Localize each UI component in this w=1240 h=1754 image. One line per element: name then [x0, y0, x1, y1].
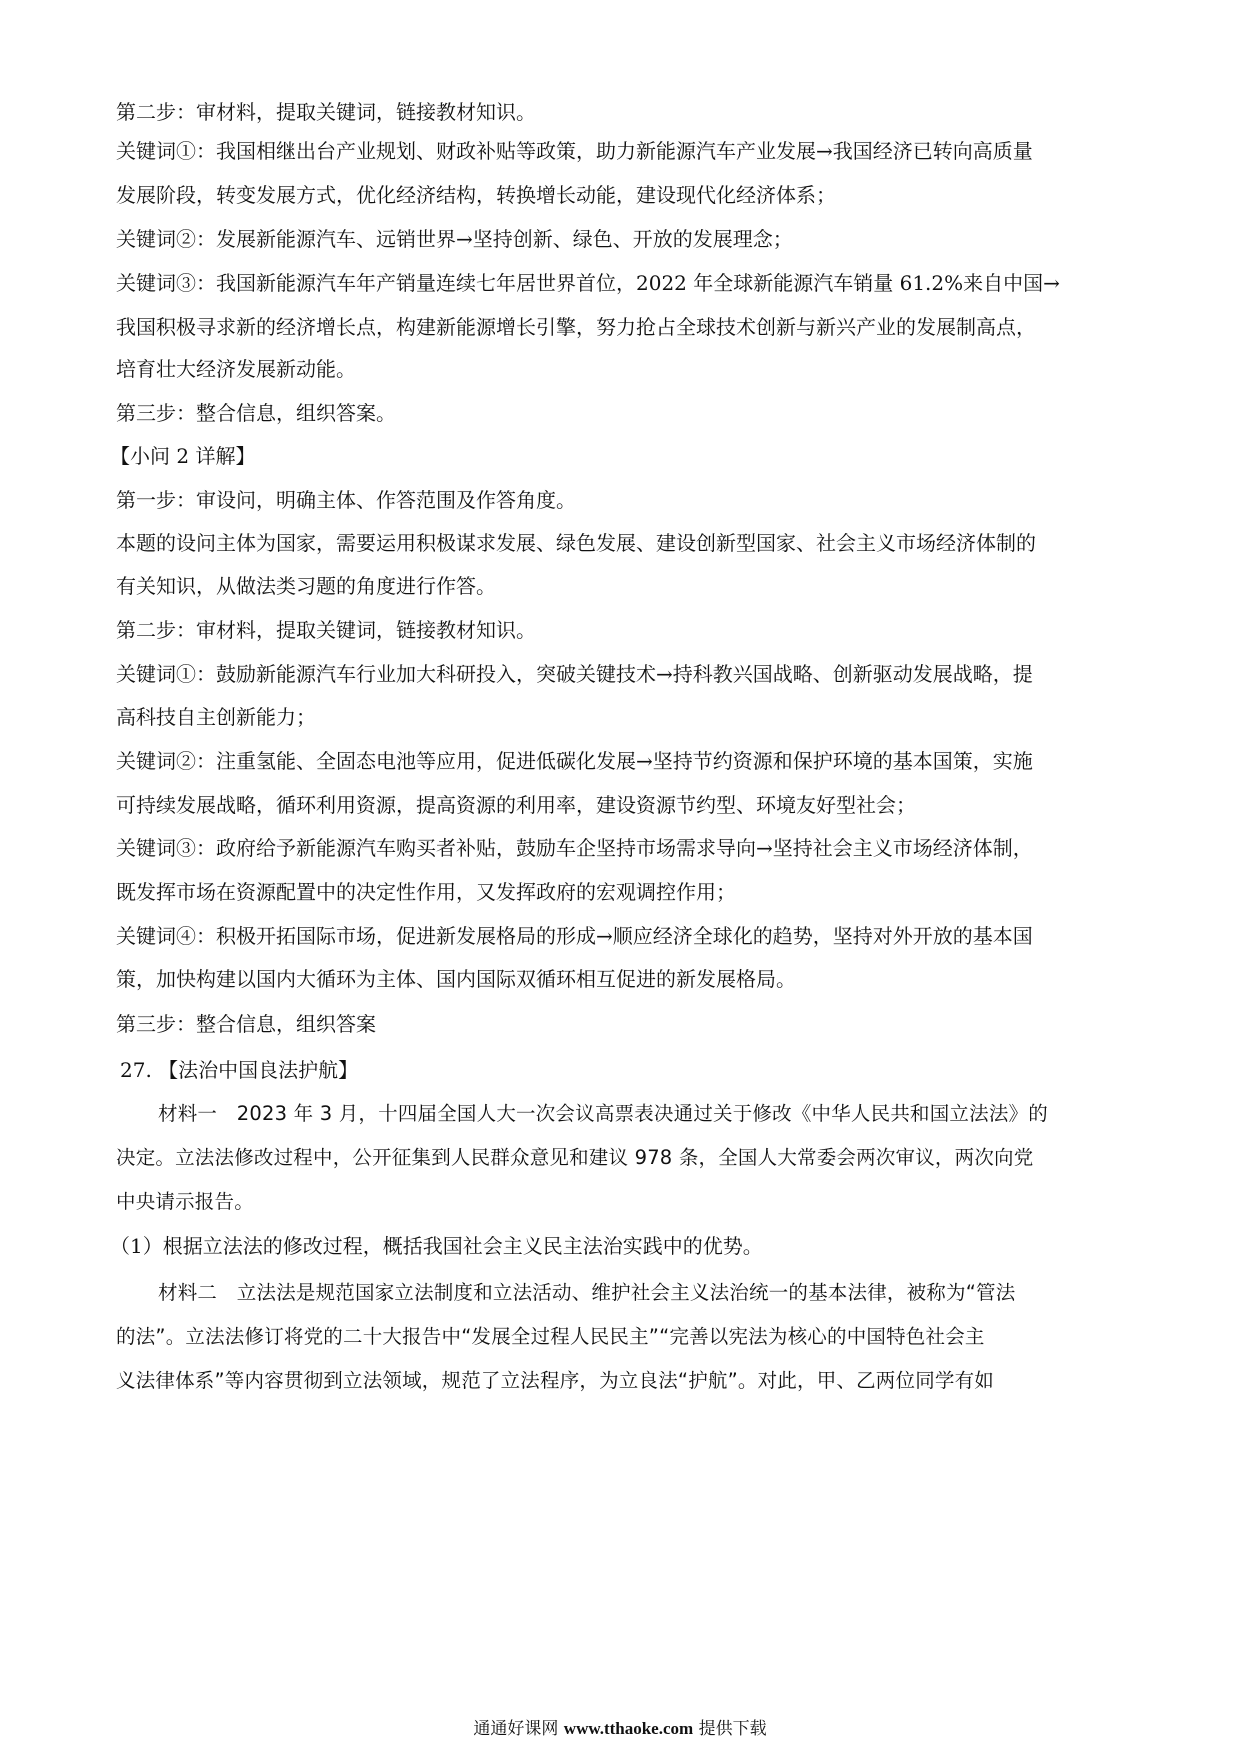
- a2-keyword4-line2: 策，加快构建以国内大循环为主体、国内国际双循环相互促进的新发展格局。: [116, 967, 796, 991]
- a1-keyword3-line3: 培育壮大经济发展新动能。: [116, 357, 356, 381]
- q27-material2-line3: 义法律体系”等内容贯彻到立法领域，规范了立法程序，为立良法“护航”。对此，甲、乙两位同学有如: [116, 1369, 995, 1392]
- footer-site-name: 通通好课网: [473, 1719, 559, 1739]
- a2-step1: 第一步：审设问，明确主体、作答范围及作答角度。: [116, 488, 576, 512]
- a1-keyword3-line2: 我国积极寻求新的经济增长点，构建新能源增长引擎，努力抢占全球技术创新与新兴产业的发展制高点，: [116, 315, 1036, 339]
- a2-keyword3-line2: 既发挥市场在资源配置中的决定性作用，又发挥政府的宏观调控作用；: [116, 880, 736, 904]
- a2-keyword1-line2: 高科技自主创新能力；: [116, 705, 316, 729]
- a1-step3: 第三步：整合信息，组织答案。: [116, 401, 396, 425]
- q27-material2-line1: 材料二 立法法是规范国家立法制度和立法活动、维护社会主义法治统一的基本法律，被称为“管法: [158, 1281, 1016, 1304]
- a1-keyword1-line2: 发展阶段，转变发展方式，优化经济结构，转换增长动能，建设现代化经济体系；: [116, 183, 836, 207]
- a1-keyword2: 关键词②：发展新能源汽车、远销世界→坚持创新、绿色、开放的发展理念；: [116, 227, 793, 251]
- a2-keyword1-line1: 关键词①：鼓励新能源汽车行业加大科研投入，突破关键技术→持科教兴国战略、创新驱动发展战略，提: [116, 662, 1033, 686]
- a2-keyword3-line1: 关键词③：政府给予新能源汽车购买者补贴，鼓励车企坚持市场需求导向→坚持社会主义市场经济体制，: [116, 836, 1033, 860]
- question-27-title: 27. 【法治中国良法护航】: [120, 1058, 359, 1082]
- a2-step2: 第二步：审材料，提取关键词，链接教材知识。: [116, 618, 536, 642]
- a1-keyword1-line1: 关键词①：我国相继出台产业规划、财政补贴等政策，助力新能源汽车产业发展→我国经济已转向高质量: [116, 139, 1033, 163]
- a2-subject-line2: 有关知识，从做法类习题的角度进行作答。: [116, 574, 496, 598]
- footer-suffix: 提供下载: [698, 1719, 767, 1739]
- a2-section-header: 【小问 2 详解】: [110, 444, 256, 468]
- a2-subject-line1: 本题的设问主体为国家，需要运用积极谋求发展、绿色发展、建设创新型国家、社会主义市场经济体制的: [116, 531, 1036, 555]
- q27-material1-line3: 中央请示报告。: [116, 1190, 254, 1213]
- a1-keyword3-line1: 关键词③：我国新能源汽车年产销量连续七年居世界首位，2022 年全球新能源汽车销量 61.2%来自中国→: [116, 271, 1060, 295]
- a2-step3: 第三步：整合信息，组织答案: [116, 1012, 376, 1036]
- a2-keyword4-line1: 关键词④：积极开拓国际市场，促进新发展格局的形成→顺应经济全球化的趋势，坚持对外开放的基本国: [116, 924, 1033, 948]
- footer-url-link[interactable]: www.tthaoke.com: [563, 1719, 694, 1738]
- q27-material2-line2: 的法”。立法法修订将党的二十大报告中“发展全过程人民民主”“完善以宪法为核心的中国特色社会主: [116, 1325, 985, 1348]
- q27-subquestion-1: （1）根据立法法的修改过程，概括我国社会主义民主法治实践中的优势。: [110, 1234, 763, 1258]
- q27-material1-line2: 决定。立法法修改过程中，公开征集到人民群众意见和建议 978 条，全国人大常委会两次审议，两次向党: [116, 1146, 1034, 1169]
- q27-material1-line1: 材料一 2023 年 3 月，十四届全国人大一次会议高票表决通过关于修改《中华人民共和国立法法》的: [158, 1102, 1048, 1125]
- a2-keyword2-line2: 可持续发展战略，循环利用资源，提高资源的利用率，建设资源节约型、环境友好型社会；: [116, 793, 916, 817]
- a2-keyword2-line1: 关键词②：注重氢能、全固态电池等应用，促进低碳化发展→坚持节约资源和保护环境的基本国策，实施: [116, 749, 1033, 773]
- a1-step2: 第二步：审材料，提取关键词，链接教材知识。: [116, 100, 536, 124]
- page-footer: [0, 1717, 1240, 1741]
